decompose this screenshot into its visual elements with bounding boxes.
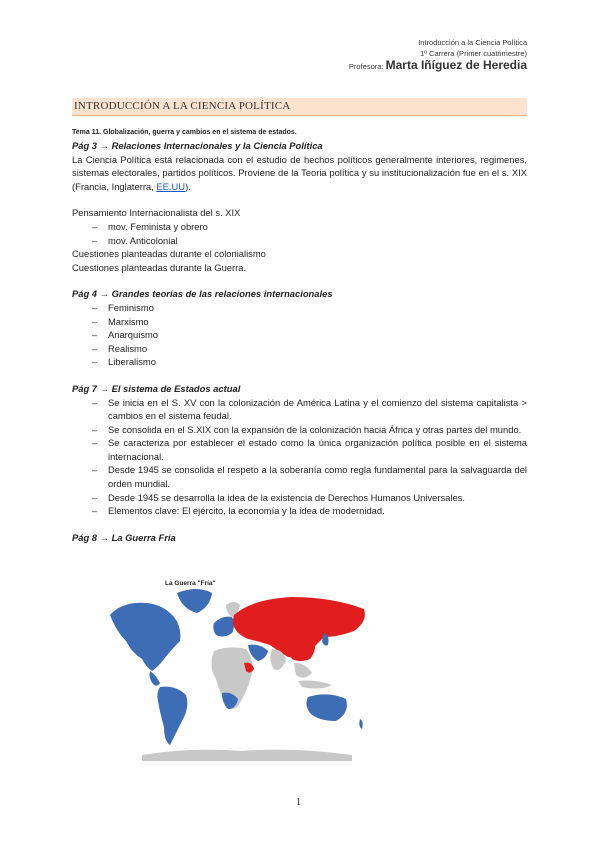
map-region-australia [306, 694, 346, 721]
topic-line: Tema 11. Globalización, guerra y cambios en el sistema de estados. [72, 129, 297, 136]
section-heading-relaciones: Pág 3 → Relaciones Internacionales y la Ciencia Política [72, 140, 323, 151]
section-heading-guerra-fria: Pág 8 → La Guerra Fría [72, 531, 176, 543]
paragraph-text: La Ciencia Política está relacionada con el estudio de hechos políticos generalmente interiores, regimenes, sistemas electorales, partidos políticos. Proviene de la Teoria política y su institucionalización fue en el s. XIX (Francia, Inglaterra, [72, 153, 527, 192]
text-line-guerra: Cuestiones planteadas durante la Guerra. [72, 261, 247, 273]
document-title-bar [72, 98, 527, 116]
map-region-antarctica [142, 750, 352, 761]
map-region-north-america [110, 603, 180, 671]
list-item: – Realismo [92, 342, 527, 356]
list-item: – Se caracteriza por establecer el estado como la única organización política posible en el sistema internacional. [92, 436, 527, 463]
map-region-greenland [177, 589, 212, 613]
map-region-southeast-asia [294, 663, 312, 678]
paragraph-end: ). [185, 180, 191, 192]
page-header [349, 37, 527, 72]
map-region-central-america [150, 671, 161, 686]
paragraph-ciencia-politica [72, 153, 527, 194]
list-sistema-estados [72, 396, 527, 518]
map-region-indonesia [298, 681, 332, 689]
map-region-western-europe [213, 617, 234, 637]
list-item: – Se consolida en el S.XIX con la expansión de la colonización hacia África y otras partes del mundo. [92, 423, 527, 437]
list-item: – mov. Anticolonial [92, 234, 527, 248]
link-eeuu[interactable]: EE.UU [156, 180, 186, 192]
section-heading-teorias: Pág 4 → Grandes teorías de las relaciones internacionales [72, 288, 333, 300]
list-item: – Feminismo [92, 301, 527, 315]
section-heading-sistema: Pág 7 → El sistema de Estados actual [72, 382, 241, 394]
list-item: – mov. Feminista y obrero [92, 220, 527, 234]
list-item: – Elementos clave: El ejército, la economía y la idea de modernidad. [92, 504, 527, 518]
list-item: – Marxismo [92, 315, 527, 329]
document-body [72, 128, 527, 544]
list-teorias [72, 301, 527, 369]
cold-war-world-map [102, 575, 374, 765]
page-number: 1 [296, 797, 301, 808]
document-title: INTRODUCCIÓN A LA CIENCIA POLÍTICA [74, 100, 291, 112]
text-line-pensamiento: Pensamiento Internacionalista del s. XIX [72, 207, 241, 219]
list-item: – Desde 1945 se consolida el respeto a la soberanía como regla fundamental para la salvaguarda del orden mundial. [92, 463, 527, 490]
map-caption: La Guerra "Fría" [165, 580, 216, 587]
professor-line [349, 60, 527, 72]
list-item: – Anarquismo [92, 328, 527, 342]
map-region-new-zealand [359, 719, 362, 729]
list-item: – Liberalismo [92, 355, 527, 369]
professor-name: Marta Iñíguez de Heredia [385, 58, 527, 72]
list-item: – Se inicia en el S. XV con la colonización de América Latina y el comienzo del sistema capitalista > cambios en el sistema feudal. [92, 396, 527, 423]
course-term: 1º Carrera (Primer cuatrimestre) [420, 49, 527, 58]
map-region-south-america [157, 687, 187, 745]
list-movimientos [72, 220, 527, 247]
text-line-colonialismo: Cuestiones planteadas durante el colonialismo [72, 248, 266, 260]
course-name: Introducción a la Ciencia Política [418, 38, 527, 47]
list-item: – Desde 1945 se desarrolla la idea de la existencia de Derechos Humanos Universales. [92, 491, 527, 505]
professor-label: Profesora: [348, 62, 384, 71]
map-region-china [288, 635, 316, 661]
